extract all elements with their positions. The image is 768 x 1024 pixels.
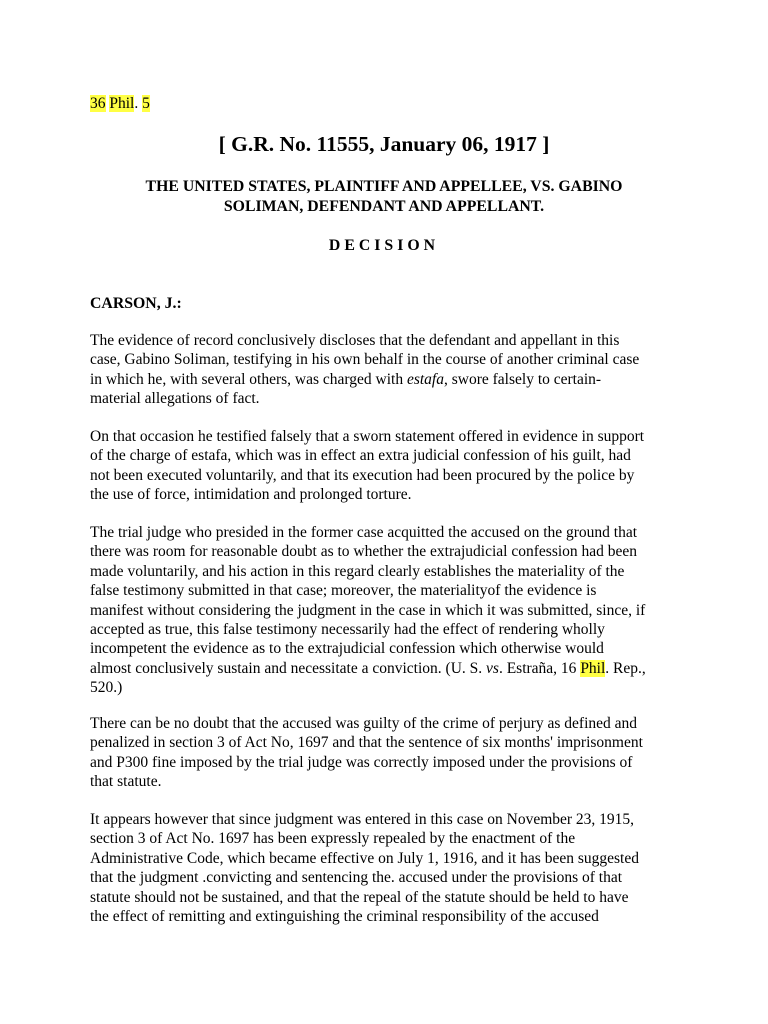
- text-line: that statute.: [90, 773, 162, 791]
- text-line: penalized in section 3 of Act No, 1697 and that the sentence of six months' imprisonment: [90, 734, 643, 752]
- text-line: It appears however that since judgment was entered in this case on November 23, 1915,: [90, 811, 635, 828]
- text-run: . Estraña, 16: [498, 659, 581, 677]
- text-run: in which he, with several others, was charged with: [90, 370, 407, 388]
- text-line: Administrative Code, which became effective on July 1, 1916, and it has been suggested: [90, 849, 639, 867]
- text-line: [90, 370, 690, 389]
- text-run: , swore falsely to certain-: [443, 370, 602, 388]
- citation-reporter: Phil: [109, 95, 135, 112]
- citation-page: 5: [142, 95, 150, 112]
- text-line: made voluntarily, and his action in this regard clearly establishes the materiality of the: [90, 562, 625, 580]
- text-line: and P300 fine imposed by the trial judge was correctly imposed under the provisions of: [90, 753, 633, 771]
- text-run: almost conclusively sustain and necessitate a conviction. (U. S.: [90, 659, 487, 677]
- parties-line: SOLIMAN, DEFENDANT AND APPELLANT.: [223, 198, 545, 215]
- text-line: the effect of remitting and extinguishing the criminal responsibility of the accused: [90, 908, 599, 926]
- text-line: that the judgment .convicting and sentencing the. accused under the provisions of that: [90, 869, 623, 887]
- case-parties: [90, 177, 678, 217]
- text-line: of the charge of estafa, which was in effect an extra judicial confession of his guilt, had: [90, 447, 631, 465]
- text-run: . Rep.,: [605, 659, 646, 677]
- ponente: CARSON, J.:: [90, 295, 182, 312]
- text-line: On that occasion he testified falsely that a sworn statement offered in evidence in support: [90, 428, 645, 445]
- text-line: manifest without considering the judgment in the case in which it was submitted, since, if: [90, 601, 646, 619]
- paragraph: [90, 427, 690, 505]
- italic-term: vs: [486, 659, 499, 677]
- citation-volume: 36: [90, 95, 106, 112]
- text-line: The evidence of record conclusively discloses that the defendant and appellant in this: [90, 332, 620, 349]
- paragraph: [90, 810, 690, 926]
- decision-heading: DECISION: [328, 237, 440, 254]
- paragraph: [90, 331, 690, 409]
- parties-line: THE UNITED STATES, PLAINTIFF AND APPELLEE, VS. GABINO: [145, 178, 623, 195]
- paragraph: [90, 714, 690, 792]
- citation-dot: .: [134, 95, 139, 112]
- text-line: There can be no doubt that the accused was guilty of the crime of perjury as defined and: [90, 715, 638, 732]
- text-line: accepted as true, this false testimony necessarily had the effect of rendering wholly: [90, 621, 605, 639]
- text-line: case, Gabino Soliman, testifying in his own behalf in the course of another criminal case: [90, 351, 640, 369]
- text-line: false testimony submitted in that case; moreover, the materialityof the evidence is: [90, 582, 597, 600]
- text-line: section 3 of Act No. 1697 has been expressly repealed by the enactment of the: [90, 830, 576, 848]
- text-line: the use of force, intimidation and prolonged torture.: [90, 486, 412, 504]
- text-line: [90, 659, 690, 678]
- paragraph: [90, 523, 690, 698]
- text-line: material allegations of fact.: [90, 390, 260, 408]
- text-line: The trial judge who presided in the former case acquitted the accused on the ground that: [90, 524, 638, 541]
- text-line: 520.): [90, 679, 123, 697]
- highlighted-term: Phil: [580, 659, 606, 677]
- case-citation: [90, 94, 150, 114]
- text-line: statute should not be sustained, and that the repeal of the statute should be held to have: [90, 888, 629, 906]
- text-line: there was room for reasonable doubt as to whether the extrajudicial confession had been: [90, 543, 638, 561]
- case-title: [ G.R. No. 11555, January 06, 1917 ]: [218, 132, 550, 156]
- text-line: incompetent the evidence as to the extrajudicial confession which otherwise would: [90, 640, 604, 658]
- text-line: not been executed voluntarily, and that its execution had been procured by the police by: [90, 466, 635, 484]
- italic-term: estafa: [406, 370, 444, 388]
